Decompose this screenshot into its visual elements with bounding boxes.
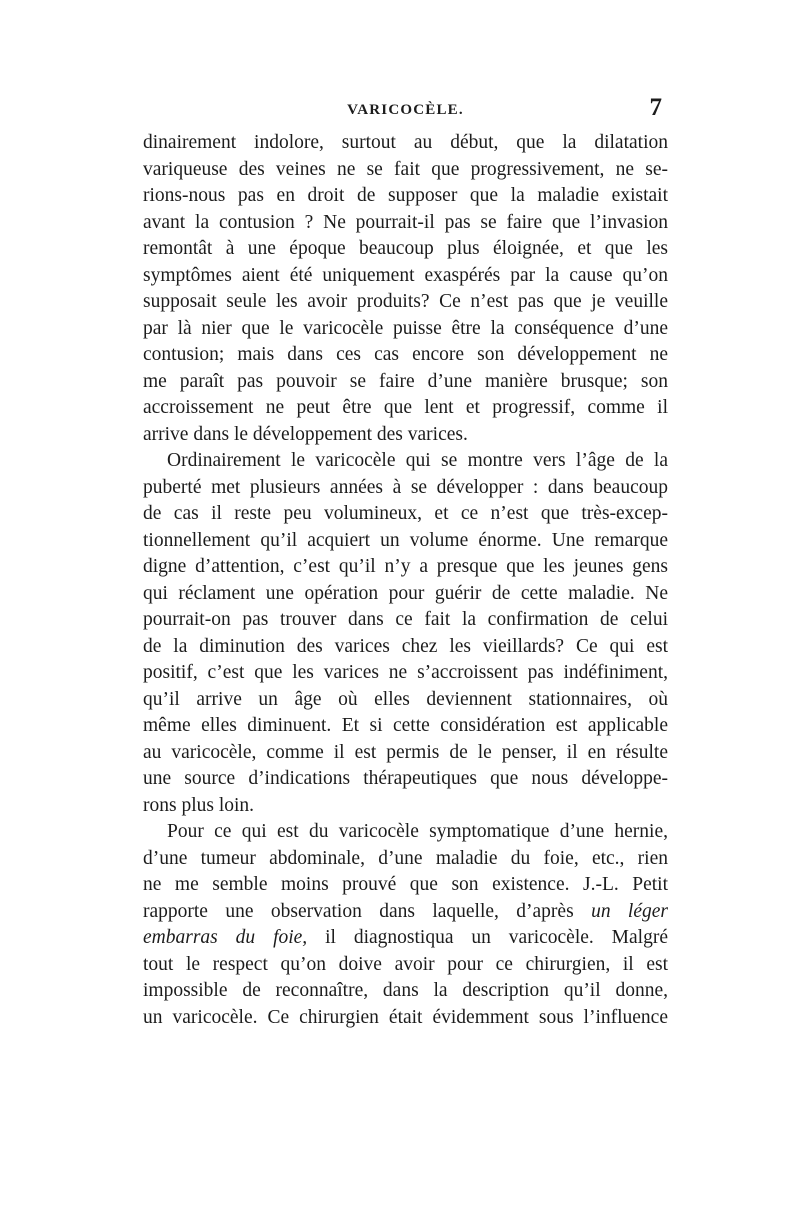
text-line: digne d’attention, c’est qu’il n’y a presque que les jeunes gens: [143, 556, 668, 577]
text-line: impossible de reconnaître, dans la description qu’il donne,: [143, 980, 668, 1001]
text-line: d’une tumeur abdominale, d’une maladie du foie, etc., rien: [143, 847, 668, 869]
italic-phrase: un léger: [591, 900, 668, 922]
text-line: accroissement ne peut être que lent et progressif, comme il: [143, 397, 668, 418]
text-line: tionnellement qu’il acquiert un volume énorme. Une remarque: [143, 529, 668, 551]
text-line: me paraît pas pouvoir se faire d’une manière brusque; son: [143, 370, 668, 392]
text-line: qu’il arrive un âge où elles deviennent stationnaires, où: [143, 688, 668, 710]
paragraph-1: [143, 130, 668, 448]
text-line: rions-nous pas en droit de supposer que la maladie existait: [143, 185, 668, 206]
text-line: contusion; mais dans ces cas encore son développement ne: [143, 344, 668, 365]
text-line: symptômes aient été uniquement exaspérés par la cause qu’on: [143, 264, 668, 286]
text-line: de cas il reste peu volumineux, et ce n’est que très-excep-: [143, 503, 668, 524]
text-line: dinairement indolore, surtout au début, que la dilatation: [143, 132, 668, 153]
text-line: Pour ce qui est du varicocèle symptomatique d’une hernie,: [167, 821, 668, 842]
text-line: rons plus loin.: [143, 794, 255, 816]
page-number: 7: [649, 94, 662, 121]
text-line: ne me semble moins prouvé que son existence. J.-L. Petit: [143, 874, 668, 895]
text-line: avant la contusion ? Ne pourrait-il pas se faire que l’invasion: [143, 211, 668, 233]
text-line: une source d’indications thérapeutiques que nous développe-: [143, 768, 668, 789]
text-line: même elles diminuent. Et si cette considération est applicable: [143, 715, 668, 736]
running-head: [143, 90, 668, 130]
text-line: [143, 899, 668, 926]
text-line: pourrait-on pas trouver dans ce fait la confirmation de celui: [143, 609, 668, 630]
text-line: de la diminution des varices chez les vieillards? Ce qui est: [143, 635, 668, 657]
text-line: remontât à une époque beaucoup plus éloignée, et que les: [143, 238, 668, 259]
text-line: Ordinairement le varicocèle qui se montre vers l’âge de la: [167, 450, 668, 471]
text-line: positif, c’est que les varices ne s’accroissent pas indéfiniment,: [143, 662, 668, 683]
paragraph-2: [143, 448, 668, 819]
text-line: tout le respect qu’on doive avoir pour ce chirurgien, il est: [143, 953, 668, 975]
running-title: VARICOCÈLE.: [347, 102, 464, 118]
text-segment: il diagnostiqua un varicocèle. Malgré: [325, 927, 668, 948]
text-segment: rapporte une observation dans laquelle, d’après: [143, 900, 574, 922]
italic-phrase: embarras du foie,: [143, 927, 308, 948]
text-line: un varicocèle. Ce chirurgien était évidemment sous l’influence: [143, 1006, 668, 1028]
text-line: arrive dans le développement des varices.: [143, 423, 468, 445]
paragraph-3: [143, 819, 668, 1031]
text-line: par là nier que le varicocèle puisse être la conséquence d’une: [143, 317, 668, 339]
text-line: au varicocèle, comme il est permis de le penser, il en résulte: [143, 741, 668, 763]
book-page: [143, 90, 668, 1031]
text-line: variqueuse des veines ne se fait que progressivement, ne se-: [143, 158, 668, 180]
text-line: puberté met plusieurs années à se développer : dans beaucoup: [143, 476, 668, 498]
body-text: [143, 130, 668, 1031]
text-line: qui réclament une opération pour guérir de cette maladie. Ne: [143, 582, 668, 604]
text-line: supposait seule les avoir produits? Ce n’est pas que je veuille: [143, 291, 668, 312]
text-line: [143, 925, 668, 952]
